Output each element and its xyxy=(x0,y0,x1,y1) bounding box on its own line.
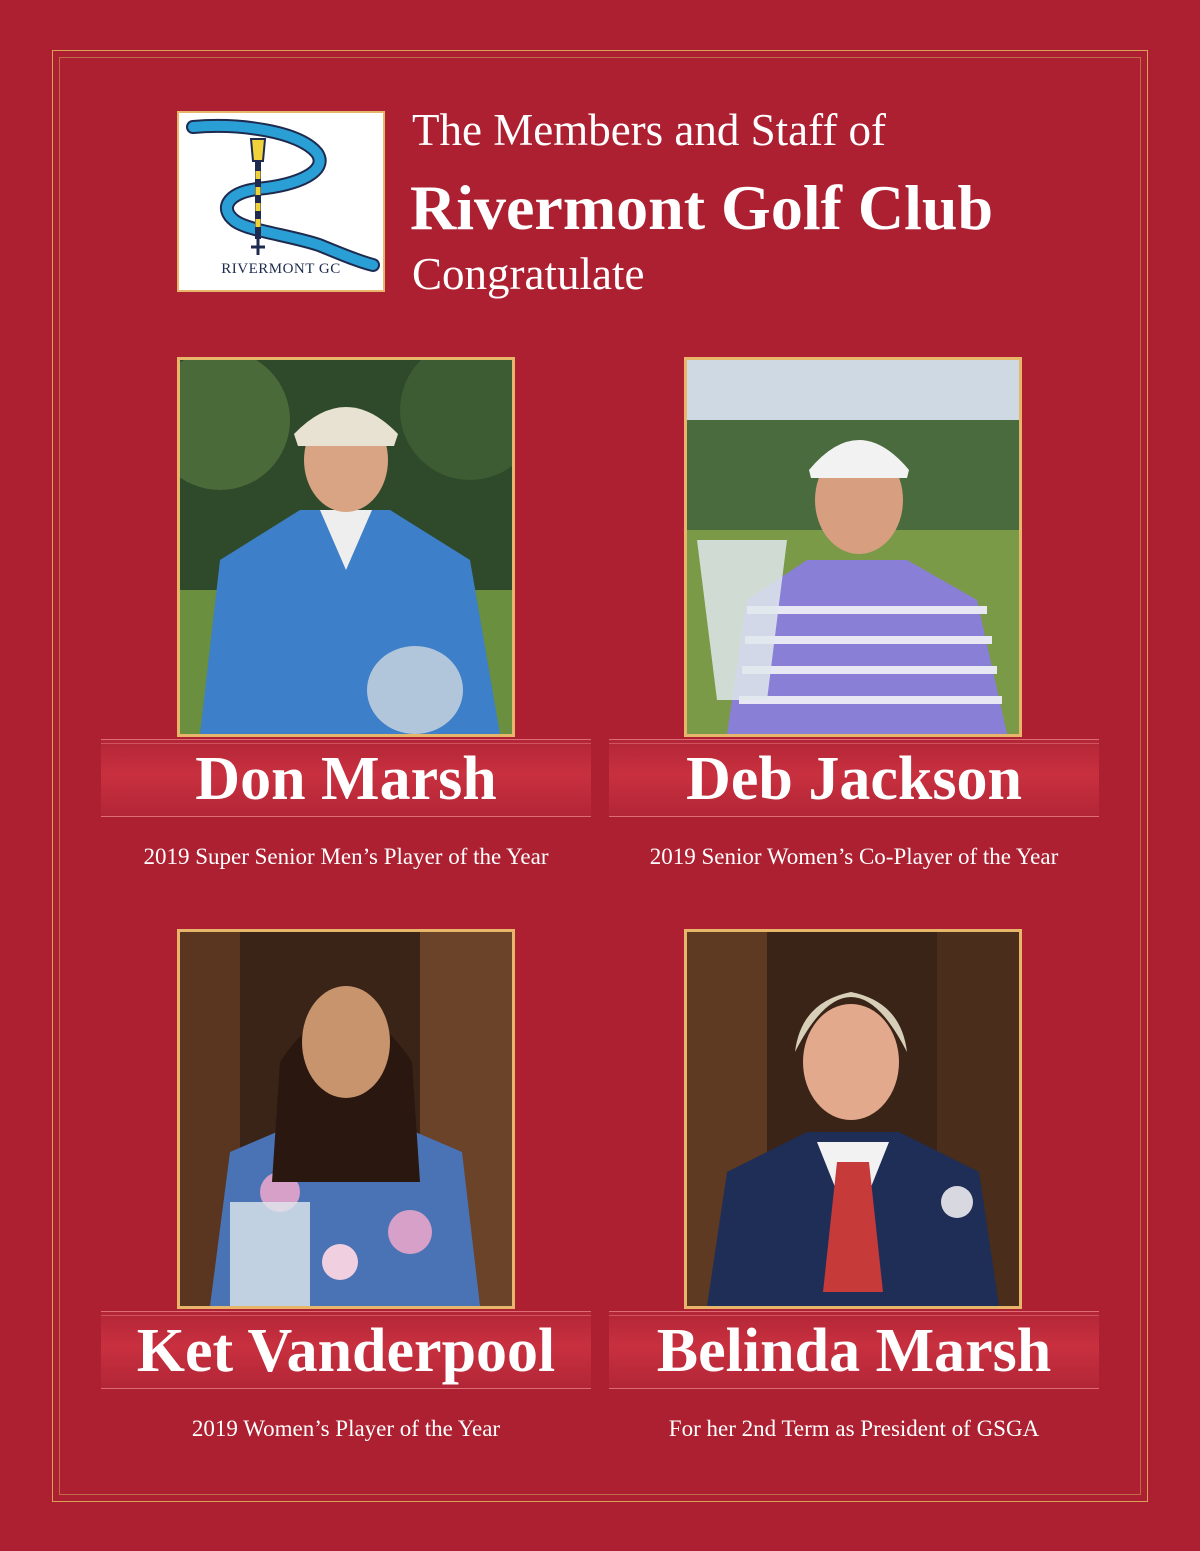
club-logo xyxy=(177,111,385,292)
name-band-belinda-marsh xyxy=(609,1311,1099,1389)
name-band-ket-vanderpool xyxy=(101,1311,591,1389)
photo-belinda-marsh xyxy=(684,929,1022,1309)
photo-deb-jackson xyxy=(684,357,1022,737)
honoree-name: Don Marsh xyxy=(195,745,497,813)
logo-wordmark: RIVERMONT GC xyxy=(221,261,341,277)
honoree-caption: For her 2nd Term as President of GSGA xyxy=(668,1416,1040,1441)
name-band-don-marsh xyxy=(101,739,591,817)
honoree-name: Deb Jackson xyxy=(686,745,1022,813)
honoree-caption: 2019 Senior Women’s Co-Player of the Year xyxy=(649,844,1059,869)
honoree-caption: 2019 Women’s Player of the Year xyxy=(191,1416,501,1441)
honoree-name: Ket Vanderpool xyxy=(136,1317,556,1385)
header-line-1: The Members and Staff of xyxy=(412,105,887,155)
name-band-deb-jackson xyxy=(609,739,1099,817)
photo-ket-vanderpool xyxy=(177,929,515,1309)
photo-don-marsh xyxy=(177,357,515,737)
header-club-name: Rivermont Golf Club xyxy=(410,172,994,243)
honoree-caption: 2019 Super Senior Men’s Player of the Year xyxy=(143,844,549,869)
header-line-3: Congratulate xyxy=(412,249,645,299)
honoree-name: Belinda Marsh xyxy=(656,1317,1052,1385)
